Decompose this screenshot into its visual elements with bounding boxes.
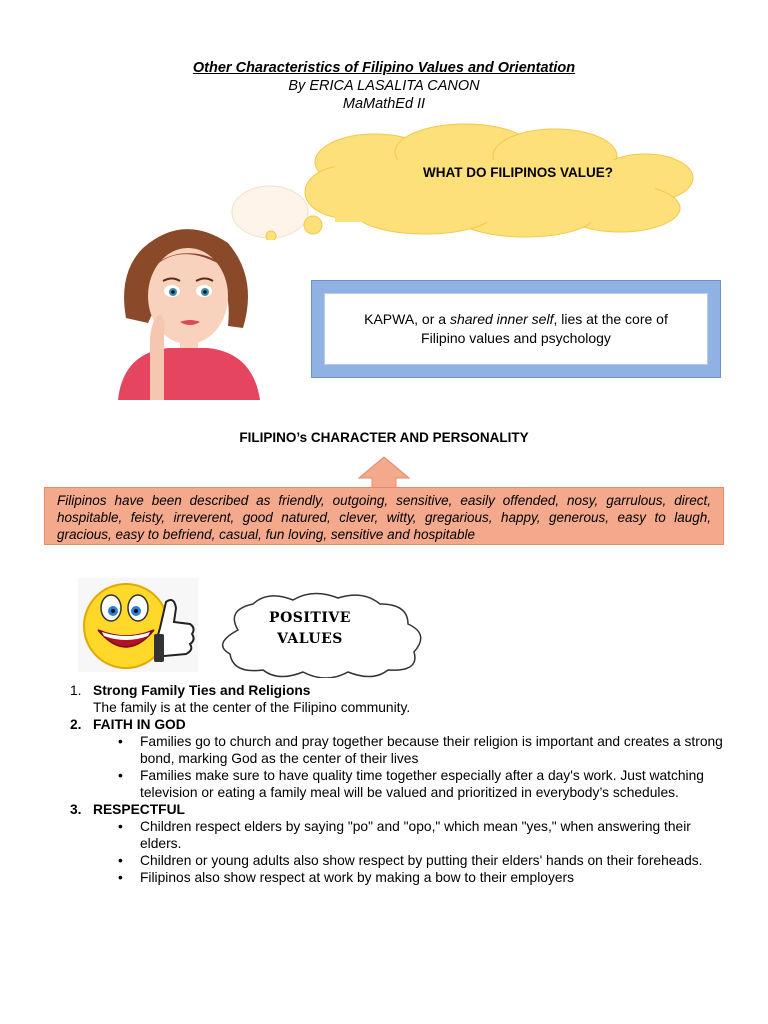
- kapwa-box: [311, 280, 721, 378]
- list-item-heading: RESPECTFUL: [93, 802, 185, 817]
- list-item: [70, 682, 730, 716]
- bullet-icon: •: [118, 734, 123, 749]
- list-item: [70, 801, 730, 818]
- list-item-heading: Strong Family Ties and Religions: [93, 683, 311, 698]
- bullet-item: [70, 767, 730, 801]
- bullet-icon: •: [118, 870, 123, 885]
- bullet-item: [70, 733, 730, 767]
- bullet-item: [70, 852, 730, 869]
- list-item-number: 2.: [70, 717, 82, 732]
- bullet-icon: •: [118, 768, 123, 783]
- document-course: MaMathEd II: [342, 96, 426, 112]
- description-box: Filipinos have been described as friendly, outgoing, sensitive, easily offended, nosy, garrulous, direct, hospitable, feisty, irreverent, good natured, clever, witty, gregarious, happy, generous, easy to laugh, gracious, easy to befriend, casual, fun loving, sensitive and hospitable: [44, 487, 724, 545]
- positive-label-line1: POSITIVE: [269, 610, 351, 626]
- bullet-list: [70, 733, 730, 801]
- bullet-icon: •: [118, 819, 123, 834]
- up-arrow-icon: [358, 456, 410, 490]
- cloud-question: WHAT DO FILIPINOS VALUE?: [423, 165, 613, 180]
- kapwa-text: [324, 293, 708, 365]
- bullet-text: Filipinos also show respect at work by making a bow to their employers: [140, 870, 575, 885]
- bullet-text: Families make sure to have quality time together especially after a day's work. Just watching television or eating a family meal will be valued and prioritized in everybody’s schedules.: [140, 768, 704, 800]
- smiley-thumbs-up-icon: [78, 578, 198, 672]
- document-author: By ERICA LASALITA CANON: [288, 78, 480, 94]
- bullet-text: Children or young adults also show respect by putting their elders' hands on their foreheads.: [140, 853, 703, 868]
- character-heading: FILIPINO’s CHARACTER AND PERSONALITY: [239, 430, 529, 445]
- list-item-heading: FAITH IN GOD: [93, 717, 186, 732]
- positive-values-label: [225, 608, 395, 650]
- bullet-item: [70, 818, 730, 852]
- bullet-text: Children respect elders by saying "po" and "opo," which mean "yes," when answering their elders.: [140, 819, 691, 851]
- kapwa-text-part2: , lies at the core of Filipino values and psychology: [421, 311, 668, 346]
- bullet-list: [70, 818, 730, 886]
- list-item-number: 3.: [70, 802, 82, 817]
- kapwa-text-part1: KAPWA, or a: [364, 311, 450, 327]
- values-list: [70, 682, 730, 886]
- list-item-subtext: The family is at the center of the Filipino community.: [93, 700, 411, 715]
- list-item-number: 1.: [70, 683, 82, 698]
- bullet-icon: •: [118, 853, 123, 868]
- document-title: Other Characteristics of Filipino Values and Orientation: [192, 60, 576, 76]
- kapwa-emphasis: shared inner self: [449, 311, 554, 327]
- bullet-text: Families go to church and pray together because their religion is important and creates a strong bond, marking God as the center of their lives: [140, 734, 723, 766]
- thought-cloud: [225, 120, 725, 240]
- bullet-item: [70, 869, 730, 886]
- list-item: [70, 716, 730, 733]
- thinking-woman-illustration: [108, 218, 263, 400]
- positive-label-line2: VALUES: [277, 631, 343, 647]
